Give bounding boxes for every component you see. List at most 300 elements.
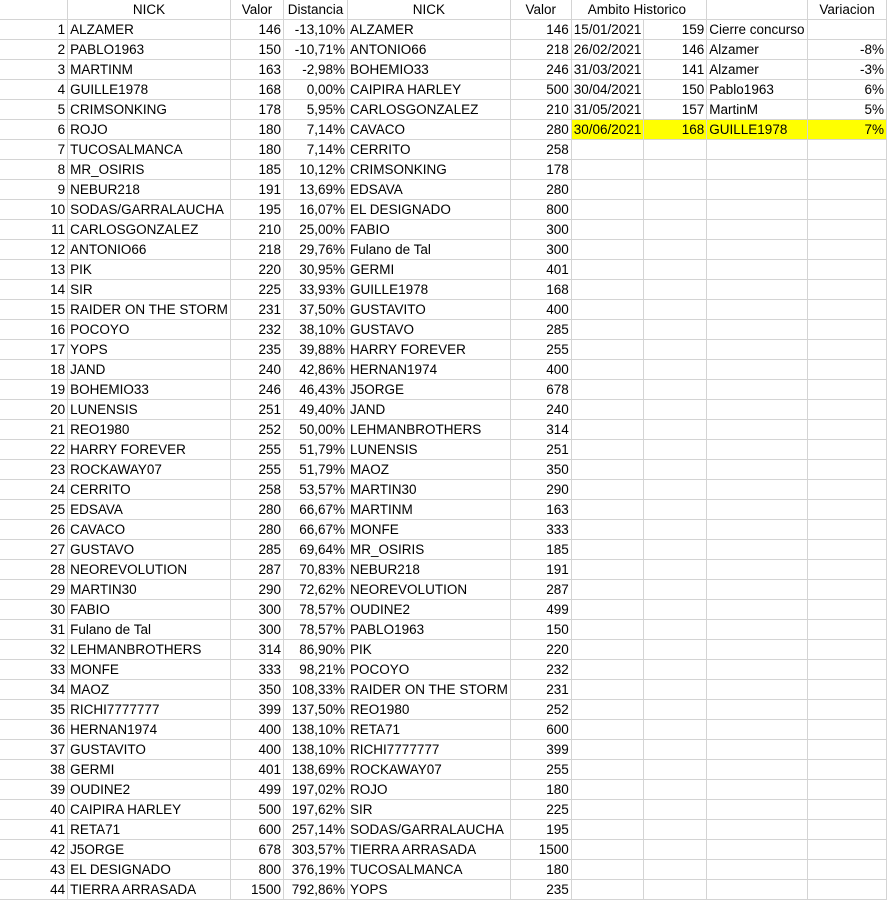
row-index-cell[interactable]: 35 bbox=[0, 700, 68, 720]
historico-valor-cell[interactable] bbox=[644, 700, 707, 720]
historico-nick-cell[interactable] bbox=[707, 420, 808, 440]
distancia-cell[interactable]: 42,86% bbox=[284, 360, 348, 380]
historico-variacion-cell[interactable] bbox=[808, 880, 887, 900]
nick-2-cell[interactable]: MARTINM bbox=[348, 500, 511, 520]
distancia-cell[interactable]: -13,10% bbox=[284, 20, 348, 40]
historico-nick-cell[interactable] bbox=[707, 320, 808, 340]
historico-valor-cell[interactable] bbox=[644, 420, 707, 440]
row-index-cell[interactable]: 12 bbox=[0, 240, 68, 260]
historico-valor-cell[interactable] bbox=[644, 440, 707, 460]
nick-cell[interactable]: SIR bbox=[68, 280, 231, 300]
historico-nick-cell[interactable] bbox=[707, 180, 808, 200]
nick-2-cell[interactable]: CERRITO bbox=[348, 140, 511, 160]
row-index-cell[interactable]: 43 bbox=[0, 860, 68, 880]
historico-variacion-cell[interactable] bbox=[808, 760, 887, 780]
historico-variacion-cell[interactable] bbox=[808, 640, 887, 660]
distancia-cell[interactable]: 197,02% bbox=[284, 780, 348, 800]
header-empty-cell[interactable] bbox=[707, 0, 808, 20]
historico-variacion-cell[interactable] bbox=[808, 800, 887, 820]
historico-variacion-cell[interactable] bbox=[808, 380, 887, 400]
valor-2-cell[interactable]: 218 bbox=[510, 40, 571, 60]
nick-cell[interactable]: CAVACO bbox=[68, 520, 231, 540]
nick-2-cell[interactable]: GERMI bbox=[348, 260, 511, 280]
nick-cell[interactable]: EL DESIGNADO bbox=[68, 860, 231, 880]
valor-2-cell[interactable]: 399 bbox=[510, 740, 571, 760]
valor-2-cell[interactable]: 499 bbox=[510, 600, 571, 620]
historico-nick-cell[interactable] bbox=[707, 840, 808, 860]
historico-fecha-cell[interactable] bbox=[571, 500, 644, 520]
historico-variacion-cell[interactable] bbox=[808, 340, 887, 360]
historico-valor-cell[interactable] bbox=[644, 360, 707, 380]
distancia-cell[interactable]: 72,62% bbox=[284, 580, 348, 600]
historico-valor-cell[interactable] bbox=[644, 780, 707, 800]
historico-nick-cell[interactable] bbox=[707, 740, 808, 760]
row-index-cell[interactable]: 14 bbox=[0, 280, 68, 300]
historico-variacion-cell[interactable] bbox=[808, 460, 887, 480]
distancia-cell[interactable]: 7,14% bbox=[284, 140, 348, 160]
nick-cell[interactable]: PABLO1963 bbox=[68, 40, 231, 60]
row-index-cell[interactable]: 24 bbox=[0, 480, 68, 500]
nick-2-cell[interactable]: FABIO bbox=[348, 220, 511, 240]
historico-nick-cell[interactable] bbox=[707, 460, 808, 480]
valor-2-cell[interactable]: 500 bbox=[510, 80, 571, 100]
nick-2-cell[interactable]: YOPS bbox=[348, 880, 511, 900]
valor-2-cell[interactable]: 300 bbox=[510, 240, 571, 260]
historico-fecha-cell[interactable] bbox=[571, 460, 644, 480]
row-index-cell[interactable]: 16 bbox=[0, 320, 68, 340]
historico-nick-cell[interactable] bbox=[707, 340, 808, 360]
row-index-cell[interactable]: 39 bbox=[0, 780, 68, 800]
valor-2-cell[interactable]: 231 bbox=[510, 680, 571, 700]
historico-valor-cell[interactable]: 150 bbox=[644, 80, 707, 100]
historico-nick-cell[interactable] bbox=[707, 400, 808, 420]
nick-2-cell[interactable]: HERNAN1974 bbox=[348, 360, 511, 380]
nick-2-cell[interactable]: PIK bbox=[348, 640, 511, 660]
header-distancia[interactable]: Distancia bbox=[284, 0, 348, 20]
valor-2-cell[interactable]: 600 bbox=[510, 720, 571, 740]
historico-nick-cell[interactable] bbox=[707, 520, 808, 540]
valor-2-cell[interactable]: 678 bbox=[510, 380, 571, 400]
historico-variacion-cell[interactable] bbox=[808, 720, 887, 740]
historico-nick-cell[interactable] bbox=[707, 860, 808, 880]
nick-2-cell[interactable]: TIERRA ARRASADA bbox=[348, 840, 511, 860]
historico-variacion-cell[interactable]: 5% bbox=[808, 100, 887, 120]
distancia-cell[interactable]: -10,71% bbox=[284, 40, 348, 60]
nick-cell[interactable]: REO1980 bbox=[68, 420, 231, 440]
historico-valor-cell[interactable] bbox=[644, 220, 707, 240]
historico-valor-cell[interactable] bbox=[644, 520, 707, 540]
valor-2-cell[interactable]: 180 bbox=[510, 780, 571, 800]
valor-cell[interactable]: 240 bbox=[230, 360, 283, 380]
nick-cell[interactable]: GERMI bbox=[68, 760, 231, 780]
row-index-cell[interactable]: 9 bbox=[0, 180, 68, 200]
valor-cell[interactable]: 231 bbox=[230, 300, 283, 320]
nick-2-cell[interactable]: MAOZ bbox=[348, 460, 511, 480]
valor-cell[interactable]: 210 bbox=[230, 220, 283, 240]
nick-2-cell[interactable]: CAVACO bbox=[348, 120, 511, 140]
historico-fecha-cell[interactable] bbox=[571, 560, 644, 580]
historico-variacion-cell[interactable] bbox=[808, 700, 887, 720]
valor-cell[interactable]: 290 bbox=[230, 580, 283, 600]
nick-2-cell[interactable]: POCOYO bbox=[348, 660, 511, 680]
historico-variacion-cell[interactable] bbox=[808, 400, 887, 420]
header-nick[interactable]: NICK bbox=[68, 0, 231, 20]
nick-cell[interactable]: BOHEMIO33 bbox=[68, 380, 231, 400]
nick-2-cell[interactable]: EL DESIGNADO bbox=[348, 200, 511, 220]
historico-valor-cell[interactable] bbox=[644, 480, 707, 500]
historico-fecha-cell[interactable] bbox=[571, 140, 644, 160]
nick-cell[interactable]: MARTINM bbox=[68, 60, 231, 80]
valor-2-cell[interactable]: 1500 bbox=[510, 840, 571, 860]
valor-2-cell[interactable]: 290 bbox=[510, 480, 571, 500]
historico-nick-cell[interactable]: Cierre concurso bbox=[707, 20, 808, 40]
row-index-cell[interactable]: 18 bbox=[0, 360, 68, 380]
historico-variacion-cell[interactable] bbox=[808, 620, 887, 640]
historico-variacion-cell[interactable] bbox=[808, 220, 887, 240]
valor-cell[interactable]: 255 bbox=[230, 460, 283, 480]
historico-variacion-cell[interactable] bbox=[808, 20, 887, 40]
historico-variacion-cell[interactable] bbox=[808, 320, 887, 340]
valor-cell[interactable]: 246 bbox=[230, 380, 283, 400]
row-index-cell[interactable]: 4 bbox=[0, 80, 68, 100]
row-index-cell[interactable]: 22 bbox=[0, 440, 68, 460]
historico-fecha-cell[interactable] bbox=[571, 540, 644, 560]
valor-cell[interactable]: 220 bbox=[230, 260, 283, 280]
historico-fecha-cell[interactable] bbox=[571, 260, 644, 280]
row-index-cell[interactable]: 3 bbox=[0, 60, 68, 80]
historico-variacion-cell[interactable] bbox=[808, 680, 887, 700]
nick-2-cell[interactable]: LUNENSIS bbox=[348, 440, 511, 460]
nick-cell[interactable]: PIK bbox=[68, 260, 231, 280]
valor-cell[interactable]: 168 bbox=[230, 80, 283, 100]
historico-variacion-cell[interactable] bbox=[808, 780, 887, 800]
row-index-cell[interactable]: 28 bbox=[0, 560, 68, 580]
valor-2-cell[interactable]: 178 bbox=[510, 160, 571, 180]
valor-2-cell[interactable]: 220 bbox=[510, 640, 571, 660]
valor-cell[interactable]: 400 bbox=[230, 720, 283, 740]
row-index-cell[interactable]: 7 bbox=[0, 140, 68, 160]
historico-valor-cell[interactable]: 157 bbox=[644, 100, 707, 120]
historico-valor-cell[interactable] bbox=[644, 640, 707, 660]
row-index-cell[interactable]: 36 bbox=[0, 720, 68, 740]
historico-nick-cell[interactable] bbox=[707, 680, 808, 700]
valor-2-cell[interactable]: 280 bbox=[510, 180, 571, 200]
distancia-cell[interactable]: 138,69% bbox=[284, 760, 348, 780]
row-index-cell[interactable]: 20 bbox=[0, 400, 68, 420]
historico-fecha-cell[interactable] bbox=[571, 280, 644, 300]
nick-2-cell[interactable]: SODAS/GARRALAUCHA bbox=[348, 820, 511, 840]
historico-fecha-cell[interactable] bbox=[571, 760, 644, 780]
row-index-cell[interactable]: 11 bbox=[0, 220, 68, 240]
historico-nick-cell[interactable] bbox=[707, 620, 808, 640]
distancia-cell[interactable]: 5,95% bbox=[284, 100, 348, 120]
valor-cell[interactable]: 280 bbox=[230, 520, 283, 540]
distancia-cell[interactable]: 257,14% bbox=[284, 820, 348, 840]
nick-2-cell[interactable]: OUDINE2 bbox=[348, 600, 511, 620]
historico-fecha-cell[interactable] bbox=[571, 800, 644, 820]
valor-cell[interactable]: 163 bbox=[230, 60, 283, 80]
distancia-cell[interactable]: 10,12% bbox=[284, 160, 348, 180]
historico-fecha-cell[interactable] bbox=[571, 180, 644, 200]
nick-cell[interactable]: J5ORGE bbox=[68, 840, 231, 860]
nick-2-cell[interactable]: HARRY FOREVER bbox=[348, 340, 511, 360]
valor-cell[interactable]: 350 bbox=[230, 680, 283, 700]
historico-nick-cell[interactable]: Alzamer bbox=[707, 60, 808, 80]
distancia-cell[interactable]: 138,10% bbox=[284, 740, 348, 760]
valor-cell[interactable]: 314 bbox=[230, 640, 283, 660]
historico-variacion-cell[interactable] bbox=[808, 260, 887, 280]
historico-variacion-cell[interactable] bbox=[808, 480, 887, 500]
header-nick-2[interactable]: NICK bbox=[348, 0, 511, 20]
historico-nick-cell[interactable] bbox=[707, 880, 808, 900]
historico-valor-cell[interactable] bbox=[644, 280, 707, 300]
nick-cell[interactable]: RETA71 bbox=[68, 820, 231, 840]
distancia-cell[interactable]: 33,93% bbox=[284, 280, 348, 300]
historico-fecha-cell[interactable] bbox=[571, 480, 644, 500]
historico-nick-cell[interactable] bbox=[707, 360, 808, 380]
row-index-cell[interactable]: 37 bbox=[0, 740, 68, 760]
historico-nick-cell[interactable]: GUILLE1978 bbox=[707, 120, 808, 140]
distancia-cell[interactable]: 25,00% bbox=[284, 220, 348, 240]
historico-nick-cell[interactable] bbox=[707, 220, 808, 240]
valor-2-cell[interactable]: 800 bbox=[510, 200, 571, 220]
nick-2-cell[interactable]: ROCKAWAY07 bbox=[348, 760, 511, 780]
valor-2-cell[interactable]: 400 bbox=[510, 300, 571, 320]
historico-nick-cell[interactable] bbox=[707, 580, 808, 600]
nick-2-cell[interactable]: CARLOSGONZALEZ bbox=[348, 100, 511, 120]
nick-cell[interactable]: Fulano de Tal bbox=[68, 620, 231, 640]
historico-fecha-cell[interactable] bbox=[571, 300, 644, 320]
valor-cell[interactable]: 185 bbox=[230, 160, 283, 180]
historico-fecha-cell[interactable]: 26/02/2021 bbox=[571, 40, 644, 60]
nick-2-cell[interactable]: REO1980 bbox=[348, 700, 511, 720]
historico-fecha-cell[interactable]: 31/05/2021 bbox=[571, 100, 644, 120]
valor-2-cell[interactable]: 163 bbox=[510, 500, 571, 520]
distancia-cell[interactable]: 30,95% bbox=[284, 260, 348, 280]
nick-2-cell[interactable]: TUCOSALMANCA bbox=[348, 860, 511, 880]
historico-fecha-cell[interactable] bbox=[571, 160, 644, 180]
nick-cell[interactable]: CAIPIRA HARLEY bbox=[68, 800, 231, 820]
historico-fecha-cell[interactable] bbox=[571, 240, 644, 260]
nick-2-cell[interactable]: EDSAVA bbox=[348, 180, 511, 200]
historico-valor-cell[interactable] bbox=[644, 300, 707, 320]
valor-2-cell[interactable]: 333 bbox=[510, 520, 571, 540]
historico-nick-cell[interactable] bbox=[707, 640, 808, 660]
historico-valor-cell[interactable] bbox=[644, 880, 707, 900]
nick-cell[interactable]: POCOYO bbox=[68, 320, 231, 340]
valor-cell[interactable]: 232 bbox=[230, 320, 283, 340]
historico-fecha-cell[interactable] bbox=[571, 660, 644, 680]
nick-cell[interactable]: GUSTAVO bbox=[68, 540, 231, 560]
historico-fecha-cell[interactable] bbox=[571, 580, 644, 600]
historico-fecha-cell[interactable]: 30/06/2021 bbox=[571, 120, 644, 140]
nick-2-cell[interactable]: ALZAMER bbox=[348, 20, 511, 40]
distancia-cell[interactable]: 86,90% bbox=[284, 640, 348, 660]
row-index-cell[interactable]: 21 bbox=[0, 420, 68, 440]
historico-nick-cell[interactable] bbox=[707, 380, 808, 400]
nick-2-cell[interactable]: NEOREVOLUTION bbox=[348, 580, 511, 600]
nick-cell[interactable]: TIERRA ARRASADA bbox=[68, 880, 231, 900]
row-index-cell[interactable]: 13 bbox=[0, 260, 68, 280]
header-index-cell[interactable] bbox=[0, 0, 68, 20]
nick-2-cell[interactable]: MONFE bbox=[348, 520, 511, 540]
row-index-cell[interactable]: 8 bbox=[0, 160, 68, 180]
historico-nick-cell[interactable] bbox=[707, 540, 808, 560]
historico-valor-cell[interactable] bbox=[644, 660, 707, 680]
historico-nick-cell[interactable] bbox=[707, 140, 808, 160]
historico-nick-cell[interactable] bbox=[707, 200, 808, 220]
valor-2-cell[interactable]: 210 bbox=[510, 100, 571, 120]
historico-valor-cell[interactable] bbox=[644, 560, 707, 580]
valor-cell[interactable]: 300 bbox=[230, 600, 283, 620]
historico-valor-cell[interactable] bbox=[644, 820, 707, 840]
valor-2-cell[interactable]: 180 bbox=[510, 860, 571, 880]
historico-nick-cell[interactable] bbox=[707, 800, 808, 820]
historico-fecha-cell[interactable] bbox=[571, 640, 644, 660]
nick-cell[interactable]: GUSTAVITO bbox=[68, 740, 231, 760]
row-index-cell[interactable]: 26 bbox=[0, 520, 68, 540]
historico-fecha-cell[interactable] bbox=[571, 380, 644, 400]
valor-2-cell[interactable]: 400 bbox=[510, 360, 571, 380]
nick-cell[interactable]: MR_OSIRIS bbox=[68, 160, 231, 180]
historico-variacion-cell[interactable] bbox=[808, 180, 887, 200]
nick-2-cell[interactable]: PABLO1963 bbox=[348, 620, 511, 640]
historico-valor-cell[interactable] bbox=[644, 260, 707, 280]
valor-2-cell[interactable]: 287 bbox=[510, 580, 571, 600]
historico-fecha-cell[interactable] bbox=[571, 780, 644, 800]
valor-cell[interactable]: 191 bbox=[230, 180, 283, 200]
historico-fecha-cell[interactable]: 30/04/2021 bbox=[571, 80, 644, 100]
historico-valor-cell[interactable] bbox=[644, 580, 707, 600]
row-index-cell[interactable]: 25 bbox=[0, 500, 68, 520]
valor-cell[interactable]: 150 bbox=[230, 40, 283, 60]
valor-2-cell[interactable]: 150 bbox=[510, 620, 571, 640]
distancia-cell[interactable]: 51,79% bbox=[284, 440, 348, 460]
distancia-cell[interactable]: 29,76% bbox=[284, 240, 348, 260]
historico-valor-cell[interactable] bbox=[644, 600, 707, 620]
historico-valor-cell[interactable] bbox=[644, 500, 707, 520]
nick-cell[interactable]: OUDINE2 bbox=[68, 780, 231, 800]
historico-valor-cell[interactable] bbox=[644, 840, 707, 860]
valor-cell[interactable]: 195 bbox=[230, 200, 283, 220]
historico-variacion-cell[interactable] bbox=[808, 660, 887, 680]
historico-fecha-cell[interactable]: 31/03/2021 bbox=[571, 60, 644, 80]
historico-variacion-cell[interactable] bbox=[808, 540, 887, 560]
row-index-cell[interactable]: 38 bbox=[0, 760, 68, 780]
historico-variacion-cell[interactable] bbox=[808, 500, 887, 520]
historico-nick-cell[interactable] bbox=[707, 300, 808, 320]
distancia-cell[interactable]: 70,83% bbox=[284, 560, 348, 580]
valor-cell[interactable]: 258 bbox=[230, 480, 283, 500]
distancia-cell[interactable]: 51,79% bbox=[284, 460, 348, 480]
valor-2-cell[interactable]: 191 bbox=[510, 560, 571, 580]
row-index-cell[interactable]: 23 bbox=[0, 460, 68, 480]
distancia-cell[interactable]: 0,00% bbox=[284, 80, 348, 100]
historico-nick-cell[interactable] bbox=[707, 440, 808, 460]
valor-cell[interactable]: 180 bbox=[230, 120, 283, 140]
historico-valor-cell[interactable] bbox=[644, 800, 707, 820]
valor-2-cell[interactable]: 285 bbox=[510, 320, 571, 340]
header-variacion[interactable]: Variacion bbox=[808, 0, 887, 20]
historico-fecha-cell[interactable] bbox=[571, 620, 644, 640]
historico-variacion-cell[interactable]: -3% bbox=[808, 60, 887, 80]
historico-fecha-cell[interactable] bbox=[571, 740, 644, 760]
row-index-cell[interactable]: 42 bbox=[0, 840, 68, 860]
nick-cell[interactable]: ANTONIO66 bbox=[68, 240, 231, 260]
historico-variacion-cell[interactable] bbox=[808, 820, 887, 840]
historico-valor-cell[interactable] bbox=[644, 180, 707, 200]
nick-cell[interactable]: NEOREVOLUTION bbox=[68, 560, 231, 580]
distancia-cell[interactable]: 66,67% bbox=[284, 520, 348, 540]
header-valor[interactable]: Valor bbox=[230, 0, 283, 20]
valor-cell[interactable]: 333 bbox=[230, 660, 283, 680]
historico-nick-cell[interactable] bbox=[707, 160, 808, 180]
nick-cell[interactable]: EDSAVA bbox=[68, 500, 231, 520]
valor-cell[interactable]: 146 bbox=[230, 20, 283, 40]
valor-cell[interactable]: 1500 bbox=[230, 880, 283, 900]
historico-variacion-cell[interactable] bbox=[808, 600, 887, 620]
nick-cell[interactable]: CARLOSGONZALEZ bbox=[68, 220, 231, 240]
historico-nick-cell[interactable] bbox=[707, 760, 808, 780]
historico-valor-cell[interactable] bbox=[644, 760, 707, 780]
nick-cell[interactable]: LUNENSIS bbox=[68, 400, 231, 420]
valor-cell[interactable]: 280 bbox=[230, 500, 283, 520]
nick-cell[interactable]: ROCKAWAY07 bbox=[68, 460, 231, 480]
row-index-cell[interactable]: 29 bbox=[0, 580, 68, 600]
valor-cell[interactable]: 180 bbox=[230, 140, 283, 160]
historico-variacion-cell[interactable] bbox=[808, 420, 887, 440]
valor-cell[interactable]: 499 bbox=[230, 780, 283, 800]
historico-valor-cell[interactable]: 168 bbox=[644, 120, 707, 140]
nick-2-cell[interactable]: RICHI7777777 bbox=[348, 740, 511, 760]
historico-fecha-cell[interactable] bbox=[571, 360, 644, 380]
historico-variacion-cell[interactable] bbox=[808, 160, 887, 180]
historico-nick-cell[interactable] bbox=[707, 480, 808, 500]
distancia-cell[interactable]: 108,33% bbox=[284, 680, 348, 700]
distancia-cell[interactable]: 53,57% bbox=[284, 480, 348, 500]
historico-variacion-cell[interactable] bbox=[808, 580, 887, 600]
nick-2-cell[interactable]: GUSTAVITO bbox=[348, 300, 511, 320]
historico-variacion-cell[interactable] bbox=[808, 440, 887, 460]
nick-cell[interactable]: CRIMSONKING bbox=[68, 100, 231, 120]
row-index-cell[interactable]: 44 bbox=[0, 880, 68, 900]
historico-nick-cell[interactable]: Pablo1963 bbox=[707, 80, 808, 100]
historico-valor-cell[interactable] bbox=[644, 160, 707, 180]
historico-variacion-cell[interactable] bbox=[808, 840, 887, 860]
historico-fecha-cell[interactable] bbox=[571, 700, 644, 720]
valor-cell[interactable]: 285 bbox=[230, 540, 283, 560]
valor-cell[interactable]: 235 bbox=[230, 340, 283, 360]
historico-valor-cell[interactable]: 159 bbox=[644, 20, 707, 40]
valor-cell[interactable]: 218 bbox=[230, 240, 283, 260]
nick-2-cell[interactable]: CAIPIRA HARLEY bbox=[348, 80, 511, 100]
historico-valor-cell[interactable] bbox=[644, 720, 707, 740]
valor-cell[interactable]: 255 bbox=[230, 440, 283, 460]
row-index-cell[interactable]: 40 bbox=[0, 800, 68, 820]
nick-2-cell[interactable]: CRIMSONKING bbox=[348, 160, 511, 180]
distancia-cell[interactable]: 66,67% bbox=[284, 500, 348, 520]
nick-cell[interactable]: TUCOSALMANCA bbox=[68, 140, 231, 160]
valor-cell[interactable]: 399 bbox=[230, 700, 283, 720]
nick-cell[interactable]: MAOZ bbox=[68, 680, 231, 700]
distancia-cell[interactable]: -2,98% bbox=[284, 60, 348, 80]
historico-fecha-cell[interactable] bbox=[571, 880, 644, 900]
historico-valor-cell[interactable]: 146 bbox=[644, 40, 707, 60]
historico-variacion-cell[interactable] bbox=[808, 360, 887, 380]
historico-valor-cell[interactable] bbox=[644, 320, 707, 340]
historico-variacion-cell[interactable]: -8% bbox=[808, 40, 887, 60]
historico-fecha-cell[interactable] bbox=[571, 200, 644, 220]
